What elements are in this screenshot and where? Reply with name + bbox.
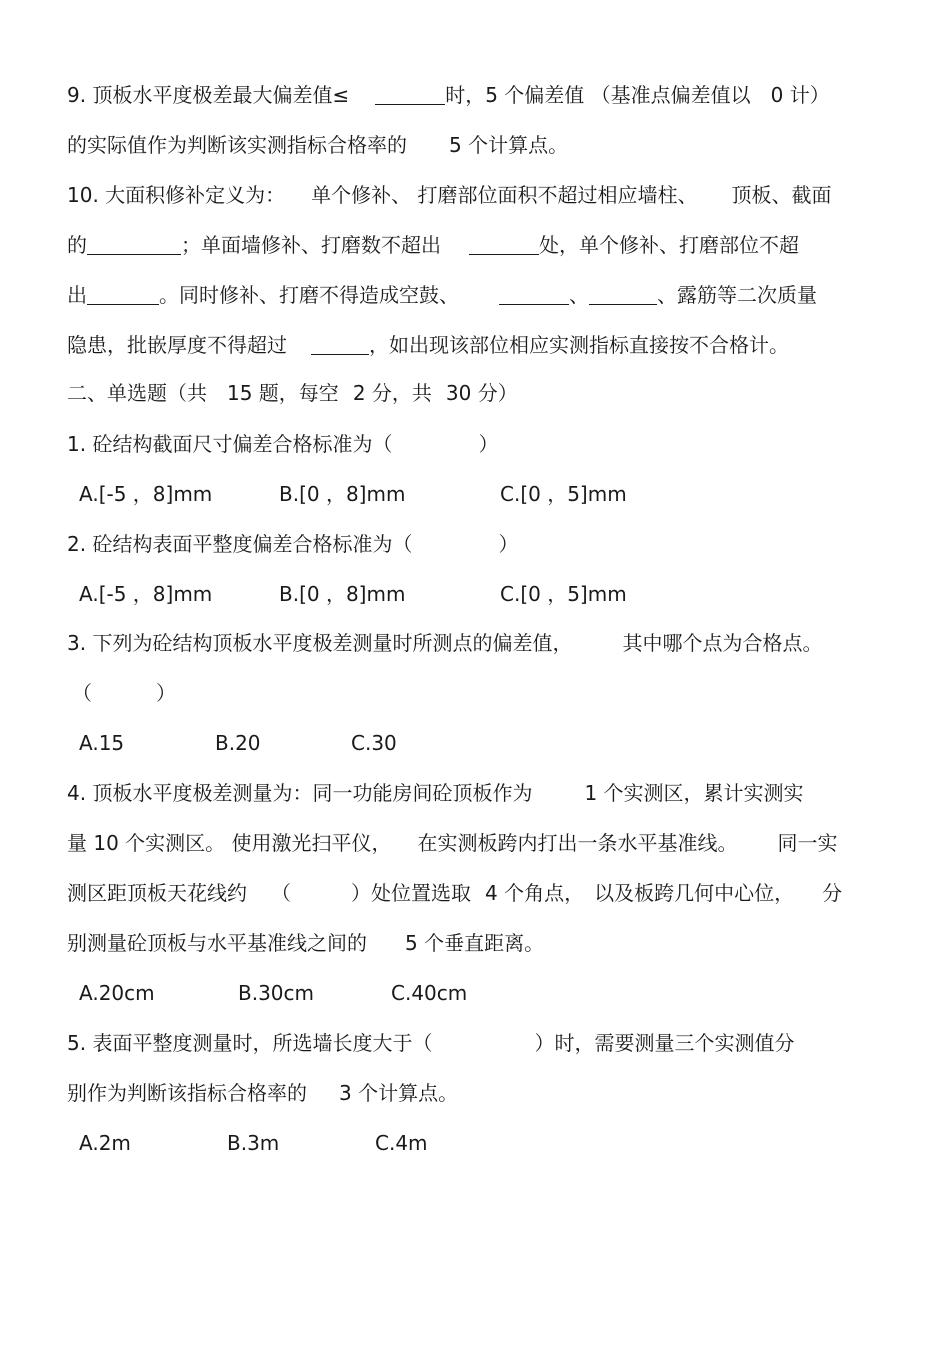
- question-stem: 量 10 个实测区。 使用激光扫平仪，: [67, 831, 392, 855]
- q10-blank: [589, 284, 657, 305]
- question-stem: 5 个垂直距离。: [405, 931, 545, 955]
- q10-line-2: [67, 231, 890, 259]
- section-heading-text: 二、单选题（共: [67, 381, 207, 405]
- q9-line-2: [67, 131, 890, 159]
- q10-blank: [311, 334, 369, 355]
- q10-blank: [87, 234, 181, 255]
- s4-line-2: [67, 829, 890, 857]
- question-stem: 以及板跨几何中心位，: [594, 881, 795, 905]
- question-stem: 1 个实测区，累计实测实: [584, 781, 804, 805]
- q10-text: 单个修补、 打磨部位面积不超过相应墙柱、: [311, 183, 698, 207]
- option-c[interactable]: C.4m: [375, 1131, 428, 1155]
- q10-blank: [499, 284, 569, 305]
- option-a[interactable]: A.20cm: [79, 981, 155, 1005]
- option-c[interactable]: C.30: [351, 731, 397, 755]
- q9-line-1: [67, 81, 890, 109]
- q10-blank: [469, 234, 539, 255]
- q9-blank: [375, 84, 445, 105]
- q10-text: 隐患，批嵌厚度不得超过: [67, 333, 287, 357]
- q10-text: 、: [569, 283, 589, 307]
- s5-line-1: [67, 1029, 890, 1057]
- answer-paren: ）: [498, 532, 519, 556]
- section-heading-text: 15 题，每空: [227, 381, 339, 405]
- option-a[interactable]: A.[-5 ，8]mm: [79, 582, 213, 606]
- q10-text: 。同时修补、打磨不得造成空鼓、: [159, 283, 459, 307]
- section-heading: [67, 379, 890, 407]
- question-stem: 分: [822, 881, 843, 905]
- option-c[interactable]: C.40cm: [391, 981, 468, 1005]
- question-stem: 2. 砼结构表面平整度偏差合格标准为（: [67, 532, 413, 556]
- q9-text: 9. 顶板水平度极差最大偏差值≤: [67, 83, 350, 107]
- question-stem: 4. 顶板水平度极差测量为：同一功能房间砼顶板作为: [67, 781, 533, 805]
- question-stem: 别测量砼顶板与水平基准线之间的: [67, 931, 367, 955]
- answer-paren: ）: [478, 432, 499, 456]
- q10-text: ，如出现该部位相应实测指标直接按不合格计。: [369, 333, 789, 357]
- s4-line-4: [67, 929, 890, 957]
- q10-text: 处，单个修补、打磨部位不超: [539, 233, 799, 257]
- q10-text: ；单面墙修补、打磨数不超出: [181, 233, 441, 257]
- answer-paren: （: [72, 681, 92, 705]
- q10-text: 出: [67, 283, 87, 307]
- s4-line-3: [67, 879, 890, 907]
- q10-line-4: [67, 331, 890, 359]
- q9-text: 时，5 个偏差值 （基准点偏差值以: [445, 83, 751, 107]
- question-stem: 3. 下列为砼结构顶板水平度极差测量时所测点的偏差值，: [67, 631, 573, 655]
- question-stem: 别作为判断该指标合格率的: [67, 1081, 307, 1105]
- question-stem: 1. 砼结构截面尺寸偏差合格标准为（: [67, 432, 393, 456]
- question-stem: ）时，需要测量三个实测值分: [534, 1031, 795, 1055]
- question-stem: 测区距顶板天花线约: [67, 881, 247, 905]
- answer-paren: （: [271, 881, 291, 905]
- question-stem: ）处位置选取: [351, 881, 471, 905]
- question-stem: 其中哪个点为合格点。: [622, 631, 823, 655]
- q9-text: 0 计）: [770, 83, 830, 107]
- option-b[interactable]: B.20: [215, 731, 261, 755]
- q10-blank: [87, 284, 159, 305]
- q10-line-3: [67, 281, 890, 309]
- option-c[interactable]: C.[0 ，5]mm: [500, 482, 627, 506]
- option-a[interactable]: A.2m: [79, 1131, 131, 1155]
- option-b[interactable]: B.30cm: [238, 981, 315, 1005]
- question-stem: 5. 表面平整度测量时，所选墙长度大于（: [67, 1031, 433, 1055]
- q10-text: 、露筋等二次质量: [657, 283, 817, 307]
- question-stem: 4 个角点，: [485, 881, 585, 905]
- section-heading-text: 2 分，共: [352, 381, 432, 405]
- section-heading-text: 30 分）: [445, 381, 518, 405]
- question-stem: 在实测板跨内打出一条水平基准线。: [417, 831, 738, 855]
- answer-paren: ）: [156, 681, 176, 705]
- s2-stem: [67, 530, 890, 558]
- q10-line-1: [67, 181, 890, 209]
- q9-text: 的实际值作为判断该实测指标合格率的: [67, 133, 407, 157]
- option-b[interactable]: B.3m: [227, 1131, 280, 1155]
- option-a[interactable]: A.[-5 ，8]mm: [79, 482, 213, 506]
- s3-stem: [67, 629, 890, 657]
- option-c[interactable]: C.[0 ，5]mm: [500, 582, 627, 606]
- s4-line-1: [67, 779, 890, 807]
- s1-stem: [67, 430, 890, 458]
- s5-line-2: [67, 1079, 890, 1107]
- q10-text: 顶板、截面: [731, 183, 832, 207]
- q10-text: 10. 大面积修补定义为：: [67, 183, 286, 207]
- question-stem: 3 个计算点。: [339, 1081, 459, 1105]
- option-b[interactable]: B.[0 ，8]mm: [279, 582, 406, 606]
- question-stem: 同一实: [777, 831, 838, 855]
- option-a[interactable]: A.15: [79, 731, 125, 755]
- option-b[interactable]: B.[0 ，8]mm: [279, 482, 406, 506]
- s3-answer-paren: [72, 679, 890, 707]
- q9-text: 5 个计算点。: [449, 133, 569, 157]
- q10-text: 的: [67, 233, 87, 257]
